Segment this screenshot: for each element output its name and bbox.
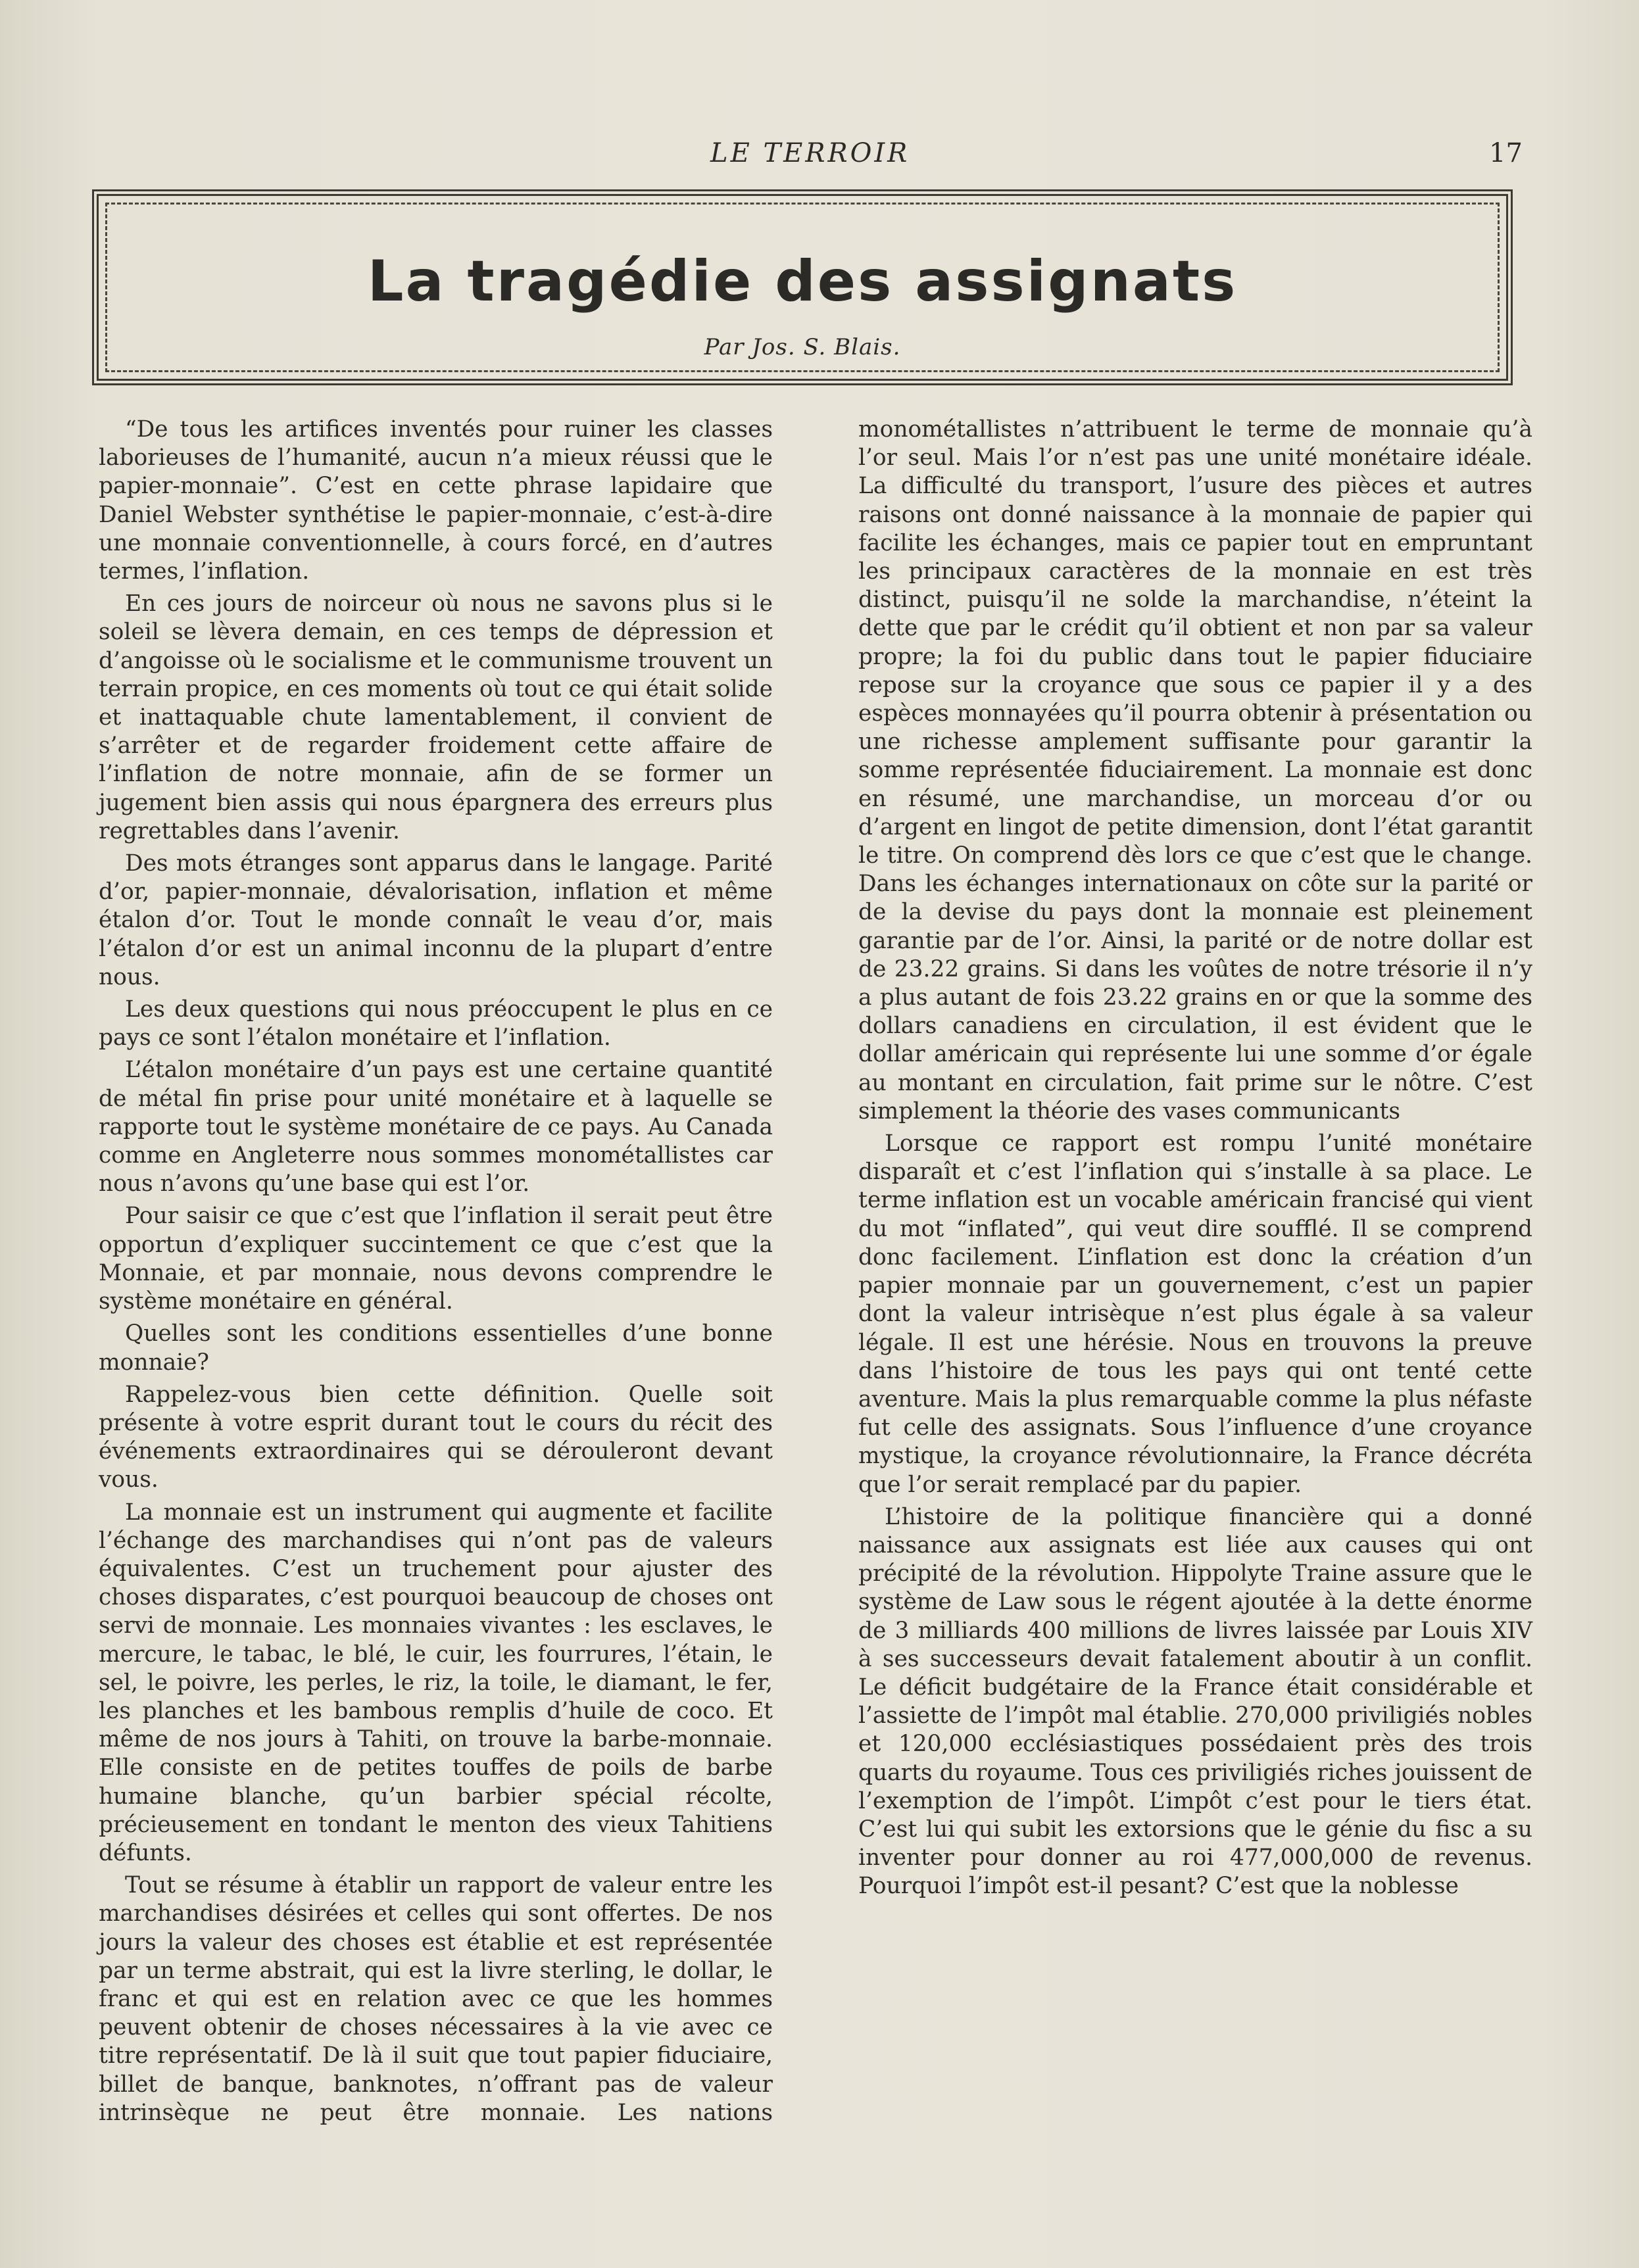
paragraph: Les deux questions qui nous préoccupent le plus en ce pays ce sont l’étalon monétaire et l’inflation. bbox=[99, 996, 773, 1051]
paragraph: Tout se résume à établir un rapport de valeur entre les marchandises désirées et celles qui sont offertes. De nos jours la valeur des choses est établie et est représentée par un terme abstrait, qui est la livre sterling, le dollar, le franc et qui est en relation avec ce que les hommes peuvent obtenir de choses nécessaires à la vie avec ce titre représentatif. De là il suit que tout papier fiduciaire, billet de banque, banknotes, n’offrant pas de valeur intrinsèque ne peut être monnaie. Les nations monométallistes n’attribuent le terme de monnaie qu’à l’or seul. Mais l’or n’est pas une unité monétaire idéale. La difficulté du transport, l’usure des pièces et autres raisons ont donné naissance à la monnaie de papier qui facilite les échanges, mais ce papier tout en empruntant les principaux caractères de la monnaie en est très distinct, puisqu’il ne solde la marchandise, n’éteint la dette que par le crédit qu’il obtient et non par sa valeur propre; la foi du public dans tout le papier fiduciaire repose sur la croyance que sous ce papier il y a des espèces monnayées qu’il pourra obtenir à présentation ou une richesse amplement suffisante pour garantir la somme représentée fiduciairement. La monnaie est donc en résumé, une marchandise, un morceau d’or ou d’argent en lingot de petite dimension, dont l’état garantit le titre. On comprend dès lors ce que c’est que le change. Dans les échanges internationaux on côte sur la parité or de la devise du pays dont la monnaie est pleinement garantie par de l’or. Ainsi, la parité or de notre dollar est de 23.22 grains. Si dans les voûtes de notre trésorie il n’y a plus autant de fois 23.22 grains en or que la somme des dollars canadiens en circulation, il est évident que le dollar américain qui représente lui une somme d’or égale au montant en circulation, fait prime sur le nôtre. C’est simplement la théorie des vases communicants bbox=[99, 416, 1532, 2126]
paragraph: L’étalon monétaire d’un pays est une certaine quantité de métal fin prise pour unité monétaire et à laquelle se rapporte tout le système monétaire de ce pays. Au Canada comme en Angleterre nous sommes monométallistes car nous n’avons qu’une base qui est l’or. bbox=[99, 1057, 773, 1197]
page-number: 17 bbox=[1489, 138, 1523, 168]
paragraph: L’histoire de la politique financière qui a donné naissance aux assignats est liée aux causes qui ont précipité de la révolution. Hippolyte Traine assure que le système de Law sous le régent ajoutée à la dette énorme de 3 milliards 400 millions de livres laissée par Louis XIV à ses successeurs devait fatalement aboutir à un conflit. Le déficit budgétaire de la France était considérable et l’assiette de l’impôt mal établie. 270,000 priviligiés nobles et 120,000 ecclésiastiques possédaient près des trois quarts du royaume. Tous ces priviligiés riches jouissent de l’exemption de l’impôt. L’impôt c’est pour le tiers état. C’est lui qui subit les extorsions que le génie du fisc a su inventer pour donner au roi 477,000,000 de revenus. Pourquoi l’impôt est-il pesant? C’est que la noblesse bbox=[858, 1503, 1532, 1900]
title-frame bbox=[92, 189, 1513, 385]
article-title: La tragédie des assignats bbox=[367, 249, 1238, 314]
running-head: LE TERROIR bbox=[710, 138, 910, 168]
paragraph: Rappelez-vous bien cette définition. Quelle soit présente à votre esprit durant tout le cours du récit des événements extraordinaires qui se dérouleront devant vous. bbox=[99, 1381, 773, 1493]
paragraph: Des mots étranges sont apparus dans le langage. Parité d’or, papier-monnaie, dévalorisation, inflation et même étalon d’or. Tout le monde connaît le veau d’or, mais l’étalon d’or est un animal inconnu de la plupart d’entre nous. bbox=[99, 850, 773, 990]
paragraph: Pour saisir ce que c’est que l’inflation il serait peut être opportun d’expliquer succintement ce que c’est que la Monnaie, et par monnaie, nous devons comprendre le système monétaire en général. bbox=[99, 1203, 773, 1315]
paragraph: Lorsque ce rapport est rompu l’unité monétaire disparaît et c’est l’inflation qui s’installe à sa place. Le terme inflation est un vocable américain francisé qui vient du mot “inflated”, qui veut dire soufflé. Il se comprend donc facilement. L’inflation est donc la création d’un papier monnaie par un gouvernement, c’est un papier dont la valeur intrisèque n’est plus égale à sa valeur légale. Il est une hérésie. Nous en trouvons la preuve dans l’histoire de tous les pays qui ont tenté cette aventure. Mais la plus remarquable comme la plus néfaste fut celle des assignats. Sous l’influence d’une croyance mystique, la croyance révolutionnaire, la France décréta que l’or serait remplacé par du papier. bbox=[858, 1130, 1532, 1498]
paragraph: La monnaie est un instrument qui augmente et facilite l’échange des marchandises qui n’ont pas de valeurs équivalentes. C’est un truchement pour ajuster des choses disparates, c’est pourquoi beaucoup de choses ont servi de monnaie. Les monnaies vivantes : les esclaves, le mercure, le tabac, le blé, le cuir, les fourrures, l’étain, le sel, le poivre, les perles, le riz, la toile, le diamant, le fer, les planches et les bambous remplis d’huile de coco. Et même de nos jours à Tahiti, on trouve la barbe-monnaie. Elle consiste en de petites touffes de poils de barbe humaine blanche, qu’un barbier spécial récolte, précieusement en tondant le menton des vieux Tahitiens défunts. bbox=[99, 1499, 773, 1866]
paragraph: “De tous les artifices inventés pour ruiner les classes laborieuses de l’humanité, aucun n’a mieux réussi que le papier-monnaie”. C’est en cette phrase lapidaire que Daniel Webster synthétise le papier-monnaie, c’est-à-dire une monnaie conventionnelle, à cours forcé, en d’autres termes, l’inflation. bbox=[99, 416, 773, 585]
paragraph: Quelles sont les conditions essentielles d’une bonne monnaie? bbox=[99, 1320, 773, 1376]
article-body bbox=[99, 416, 1532, 2152]
byline: Par Jos. S. Blais. bbox=[704, 334, 901, 360]
paragraph: En ces jours de noirceur où nous ne savons plus si le soleil se lèvera demain, en ces temps de dépression et d’angoisse où le socialisme et le communisme trouvent un terrain propice, en ces moments où tout ce qui était solide et inattaquable chute lamentablement, il convient de s’arrêter et de regarder froidement cette affaire de l’inflation de notre monnaie, afin de se former un jugement bien assis qui nous épargnera des erreurs plus regrettables dans l’avenir. bbox=[99, 591, 773, 844]
